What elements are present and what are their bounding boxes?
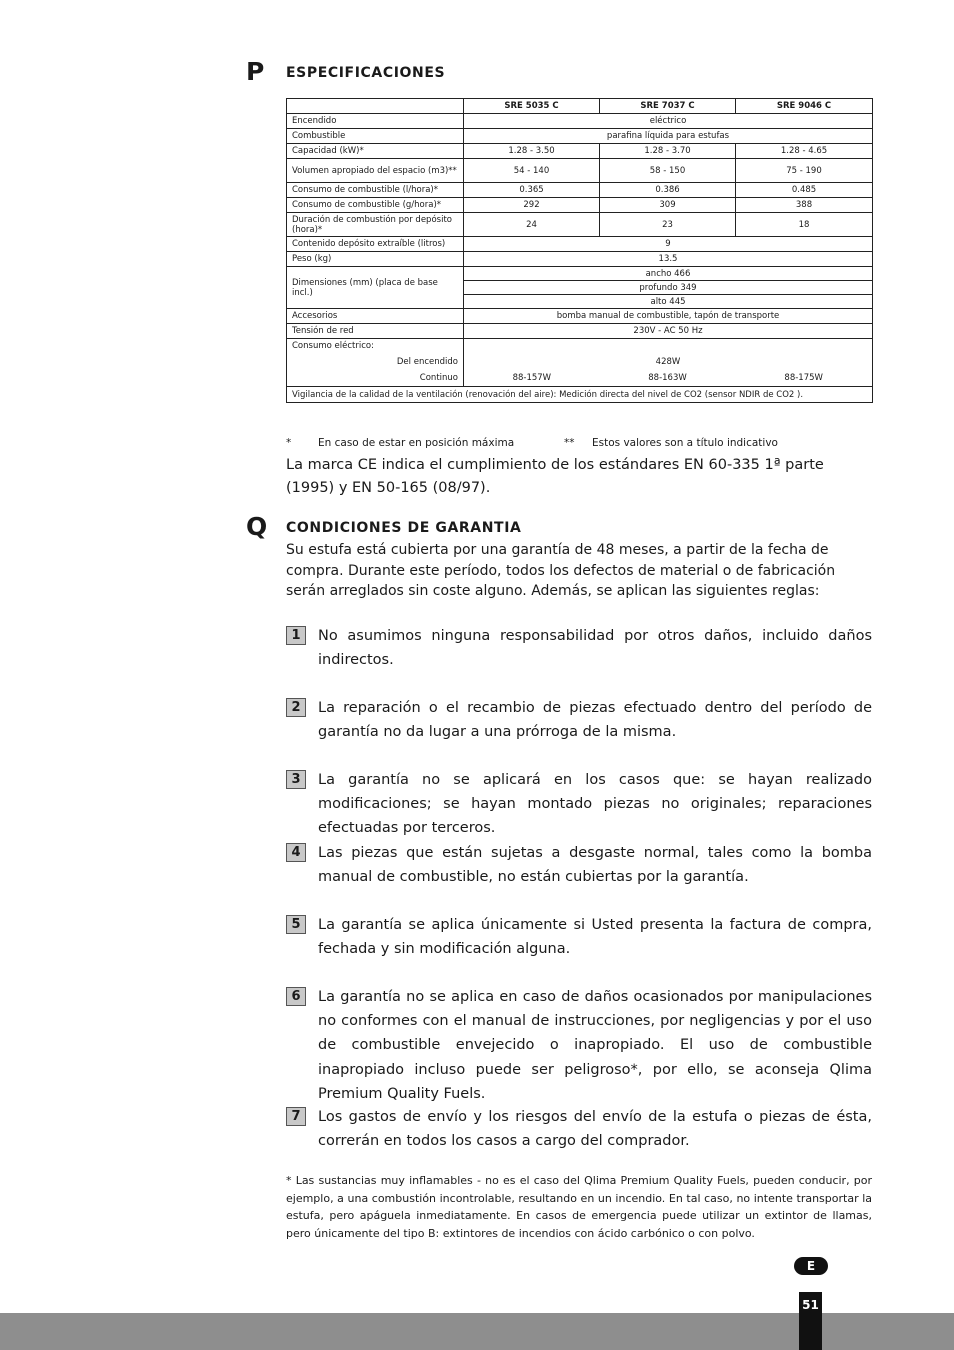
table-row xyxy=(287,324,873,339)
table-header-row xyxy=(287,99,873,114)
warranty-intro: Su estufa está cubierta por una garantía de 48 meses, a partir de la fecha de compra. Durante este período, todos los defectos de material o de fabricación serán arreglados sin coste alguno. Además, se aplican las siguientes reglas: xyxy=(286,542,836,599)
rule-text: La garantía se aplica únicamente si Usted presenta la factura de compra, fechada y sin modificación alguna. xyxy=(318,917,872,958)
rule-text: La garantía no se aplica en caso de daños ocasionados por manipulaciones no conformes con el manual de instrucciones, por negligencias y por el uso de combustible envejecido o inapropiado. El uso de combustible inapropiado incluso puede ser peligroso*, por ello, se aconseja Qlima Premium Quality Fuels. xyxy=(318,989,872,1102)
rule-item-4 xyxy=(286,841,872,889)
table-row xyxy=(287,159,873,183)
row-value: 0.386 xyxy=(600,183,736,198)
section-letter-p: P xyxy=(246,57,265,86)
del-encendido-label: Del encendido xyxy=(396,357,458,367)
rule-number: 4 xyxy=(286,843,306,862)
row-label: Duración de combustión por depósito (hora)* xyxy=(287,213,464,237)
specifications-table xyxy=(286,98,873,403)
row-value: parafina líquida para estufas xyxy=(464,129,873,144)
rule-text: La reparación o el recambio de piezas efectuado dentro del período de garantía no da lugar a una prórroga de la misma. xyxy=(318,700,872,741)
row-value: profundo 349 xyxy=(464,281,873,295)
rule-number: 1 xyxy=(286,626,306,645)
consumo-electrico-values-cell xyxy=(464,339,873,387)
table-row xyxy=(287,387,873,403)
footnote-star-text: En caso de estar en posición máxima xyxy=(318,437,515,449)
section-title-condiciones: CONDICIONES DE GARANTIA xyxy=(286,520,522,536)
row-label: Capacidad (kW)* xyxy=(287,144,464,159)
row-value: 1.28 - 3.50 xyxy=(464,144,600,159)
table-row xyxy=(287,183,873,198)
rule-item-2 xyxy=(286,696,872,744)
continuo-value: 88-157W xyxy=(512,373,552,383)
row-value: 309 xyxy=(600,198,736,213)
row-value: 23 xyxy=(600,213,736,237)
header-sre-5035: SRE 5035 C xyxy=(464,99,600,114)
rule-number: 7 xyxy=(286,1107,306,1126)
table-row xyxy=(287,213,873,237)
row-label: Contenido depósito extraíble (litros) xyxy=(287,237,464,252)
table-row xyxy=(287,114,873,129)
rule-text: No asumimos ninguna responsabilidad por otros daños, incluido daños indirectos. xyxy=(318,628,872,669)
rule-text: Los gastos de envío y los riesgos del envío de la estufa o piezas de ésta, correrán en todos los casos a cargo del comprador. xyxy=(318,1109,872,1150)
footnote-star-mark: * xyxy=(286,437,292,449)
row-label: Peso (kg) xyxy=(287,252,464,267)
section-title-especificaciones: ESPECIFICACIONES xyxy=(286,65,446,81)
row-value: 75 - 190 xyxy=(736,159,873,183)
del-encendido-value: 428W xyxy=(655,357,681,367)
row-value: eléctrico xyxy=(464,114,873,129)
row-value: alto 445 xyxy=(464,295,873,309)
table-row xyxy=(287,339,873,387)
row-value: 1.28 - 4.65 xyxy=(736,144,873,159)
row-label: Consumo de combustible (g/hora)* xyxy=(287,198,464,213)
row-value: 292 xyxy=(464,198,600,213)
row-value: 0.485 xyxy=(736,183,873,198)
continuo-value: 88-175W xyxy=(784,373,823,383)
row-label: Consumo de combustible (l/hora)* xyxy=(287,183,464,198)
ce-text: La marca CE indica el cumplimiento de los estándares EN 60-335 1ª parte (1995) y EN 50-165 (08/97). xyxy=(286,457,824,496)
table-row xyxy=(287,237,873,252)
language-badge: E xyxy=(794,1257,828,1275)
row-label: Dimensiones (mm) (placa de base incl.) xyxy=(287,267,464,309)
row-value: 1.28 - 3.70 xyxy=(600,144,736,159)
table-row xyxy=(287,198,873,213)
section-letter-q: Q xyxy=(246,512,268,541)
rule-item-3 xyxy=(286,768,872,841)
row-value: 230V - AC 50 Hz xyxy=(464,324,873,339)
header-sre-9046: SRE 9046 C xyxy=(736,99,873,114)
continuo-label: Continuo xyxy=(419,373,458,383)
rule-number: 3 xyxy=(286,770,306,789)
row-label: Volumen apropiado del espacio (m3)** xyxy=(287,159,464,183)
page-number: 51 xyxy=(799,1292,822,1350)
rule-text: La garantía no se aplicará en los casos que: se hayan realizado modificaciones; se hayan montado piezas no originales; reparaciones efectuadas por terceros. xyxy=(318,772,872,837)
row-label: Consumo eléctrico: xyxy=(292,341,374,351)
row-label: Combustible xyxy=(287,129,464,144)
rule-number: 5 xyxy=(286,915,306,934)
header-cell xyxy=(287,99,464,114)
rule-number: 6 xyxy=(286,987,306,1006)
continuo-value: 88-163W xyxy=(648,373,687,383)
rule-item-1 xyxy=(286,624,872,672)
row-value: 24 xyxy=(464,213,600,237)
header-sre-7037: SRE 7037 C xyxy=(600,99,736,114)
table-row xyxy=(287,144,873,159)
consumo-electrico-label-cell xyxy=(287,339,464,387)
bottom-note: * Las sustancias muy inflamables - no es el caso del Qlima Premium Quality Fuels, pueden conducir, por ejemplo, a una combustión incontrolable, resultando en un incendio. En tal caso, no intente transportar la estufa, pero apáguela inmediatamente. En casos de emergencia puede utilizar un extintor de llamas, pero únicamente del tipo B: extintores de incendios con ácido carbónico o con polvo. xyxy=(286,1174,872,1240)
table-row xyxy=(287,129,873,144)
row-value: 18 xyxy=(736,213,873,237)
row-value: 388 xyxy=(736,198,873,213)
footnote-dstar-text: Estos valores son a título indicativo xyxy=(592,437,778,449)
table-row xyxy=(287,267,873,281)
rule-item-6 xyxy=(286,985,872,1106)
rule-item-5 xyxy=(286,913,872,961)
row-value: bomba manual de combustible, tapón de transporte xyxy=(464,309,873,324)
footnote-dstar-mark: ** xyxy=(564,437,575,449)
row-value: 9 xyxy=(464,237,873,252)
rule-text: Las piezas que están sujetas a desgaste normal, tales como la bomba manual de combustible, no están cubiertas por la garantía. xyxy=(318,845,872,886)
table-row xyxy=(287,252,873,267)
row-value: 54 - 140 xyxy=(464,159,600,183)
rule-item-7 xyxy=(286,1105,872,1153)
row-label: Encendido xyxy=(287,114,464,129)
rule-number: 2 xyxy=(286,698,306,717)
row-label: Tensión de red xyxy=(287,324,464,339)
row-value: 13.5 xyxy=(464,252,873,267)
row-label: Accesorios xyxy=(287,309,464,324)
row-value: 0.365 xyxy=(464,183,600,198)
vigilancia-row: Vigilancia de la calidad de la ventilación (renovación del aire): Medición directa del nivel de CO2 (sensor NDIR de CO2 ). xyxy=(287,387,873,403)
row-value: ancho 466 xyxy=(464,267,873,281)
row-value: 58 - 150 xyxy=(600,159,736,183)
table-row xyxy=(287,309,873,324)
